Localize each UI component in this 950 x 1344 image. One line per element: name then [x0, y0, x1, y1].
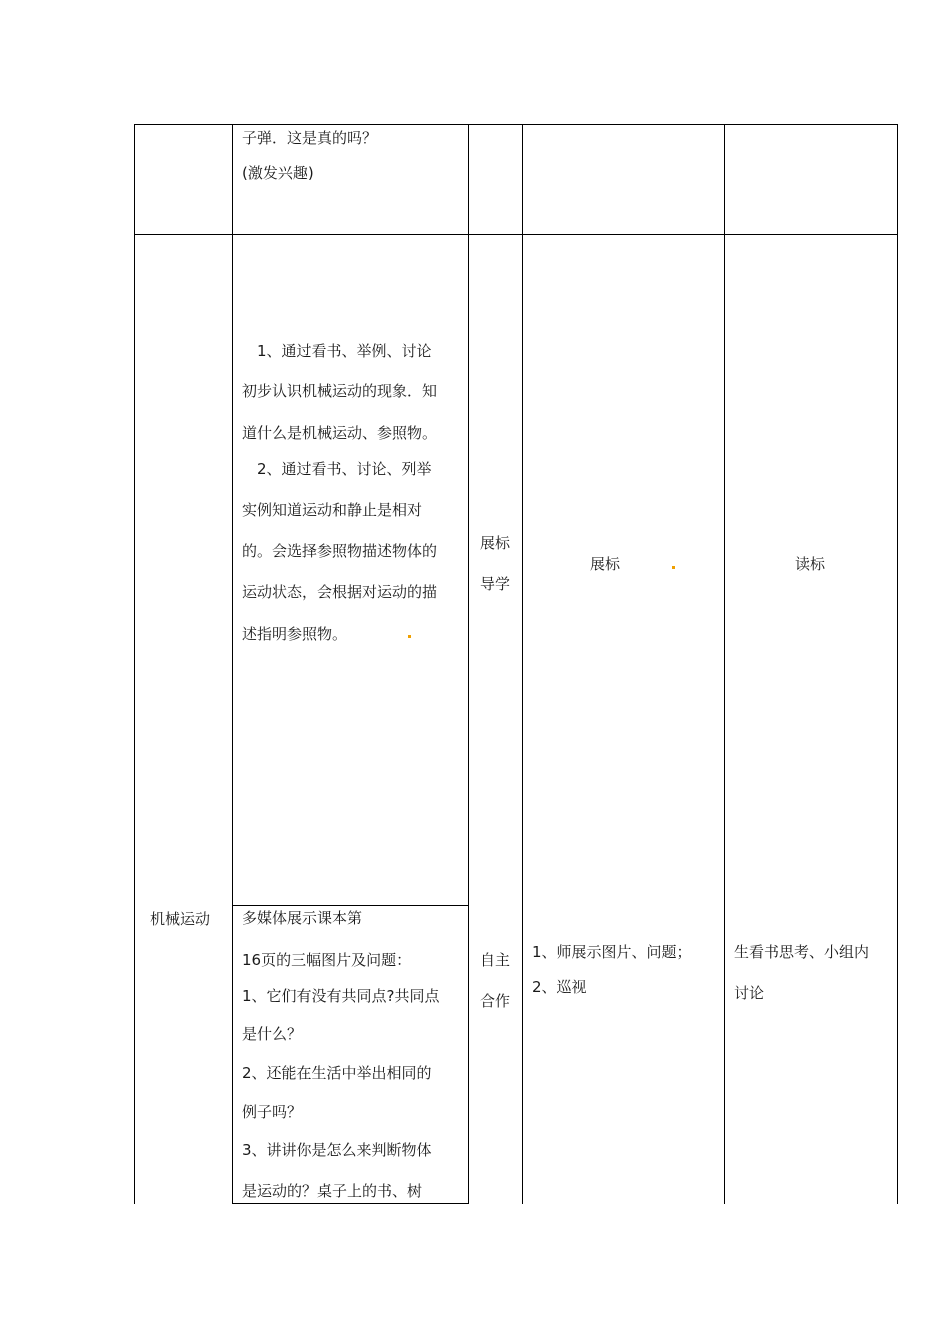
content2-line-5: 2、还能在生活中举出相同的: [242, 1064, 432, 1082]
objective-line-1: 1、通过看书、举例、讨论: [257, 342, 432, 360]
content2-line-6: 例子吗？: [242, 1103, 303, 1121]
mark-dot: [408, 635, 411, 638]
col-border-5: [724, 124, 725, 1204]
row-divider: [134, 234, 898, 235]
col-border-2: [232, 124, 233, 1204]
phase1-line-2: 导学: [480, 575, 511, 593]
phase2-line-2: 合作: [480, 992, 511, 1010]
teacher-activity-2-line-1: 1、师展示图片、问题；: [532, 943, 692, 961]
objective-line-7: 运动状态，会根据对运动的描: [242, 583, 438, 601]
content2-line-2: 16页的三幅图片及问题：: [242, 951, 412, 969]
mark-dot: [672, 566, 675, 569]
col-border-3: [468, 124, 469, 1204]
objective-line-8: 述指明参照物。: [242, 625, 348, 643]
teacher-activity-2-line-2: 2、巡视: [532, 978, 587, 996]
row1-line-1: 子弹．这是真的吗？: [242, 129, 378, 147]
section-label: 机械运动: [150, 910, 211, 928]
content2-line-1: 多媒体展示课本第: [242, 909, 363, 927]
phase2-line-1: 自主: [480, 951, 511, 969]
objective-line-2: 初步认识机械运动的现象．知: [242, 382, 438, 400]
student-activity-1: 读标: [795, 555, 826, 573]
table-top-border: [134, 124, 898, 125]
content2-line-8: 是运动的？桌子上的书、树: [242, 1182, 423, 1200]
objective-line-6: 的。会选择参照物描述物体的: [242, 542, 438, 560]
phase1-line-1: 展标: [480, 534, 511, 552]
objective-line-4: 2、通过看书、讨论、列举: [257, 460, 432, 478]
col-border-6: [897, 124, 898, 1204]
student-activity-2-line-2: 讨论: [734, 984, 765, 1002]
col-border-4: [522, 124, 523, 1204]
col-border-1: [134, 124, 135, 1204]
objective-line-3: 道什么是机械运动、参照物。: [242, 424, 438, 442]
content2-line-4: 是什么？: [242, 1025, 303, 1043]
cell-divider: [232, 905, 469, 906]
student-activity-2-line-1: 生看书思考、小组内: [734, 943, 870, 961]
cell-bottom-border: [232, 1203, 469, 1204]
content2-line-7: 3、讲讲你是怎么来判断物体: [242, 1141, 432, 1159]
objective-line-5: 实例知道运动和静止是相对: [242, 501, 423, 519]
content2-line-3: 1、它们有没有共同点?共同点: [242, 987, 440, 1005]
teacher-activity-1: 展标: [590, 555, 621, 573]
row1-line-2: (激发兴趣): [242, 164, 314, 182]
